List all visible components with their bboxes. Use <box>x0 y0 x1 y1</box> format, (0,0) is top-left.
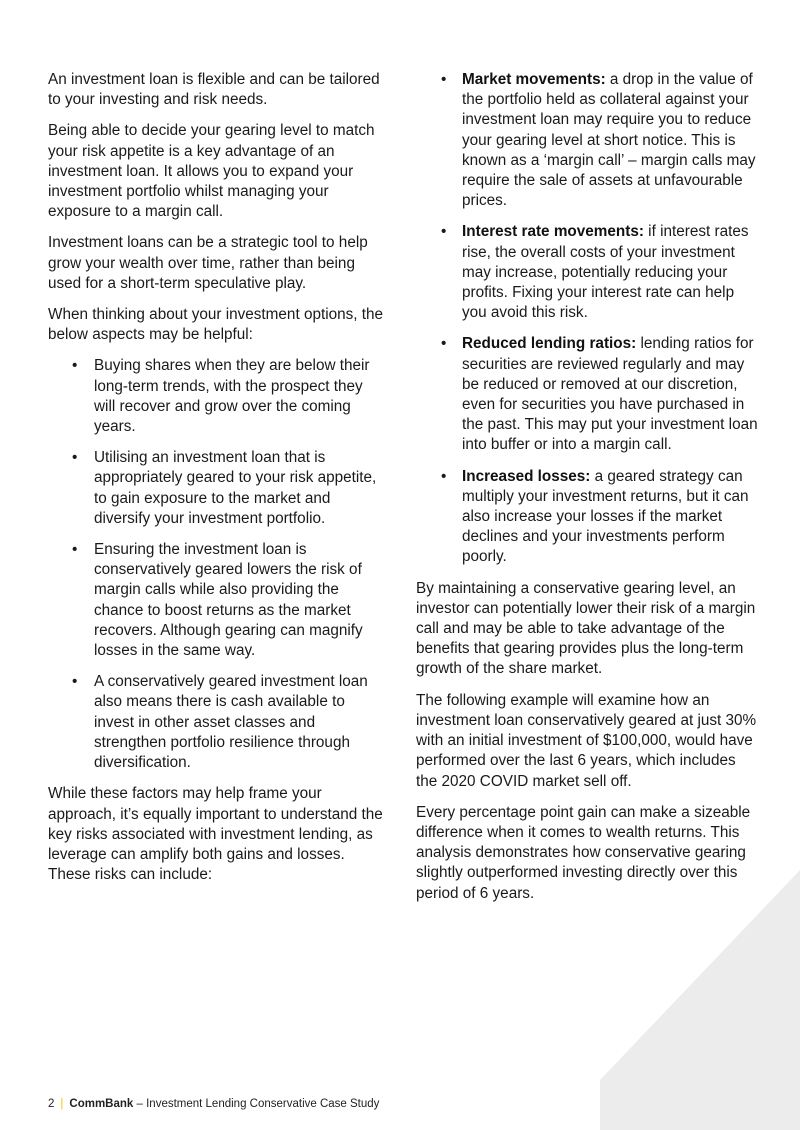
document-title: – Investment Lending Conservative Case Study <box>133 1098 380 1110</box>
paragraph: While these factors may help frame your approach, it’s equally important to understand the key risks associated with investment lending, as leverage can amplify both gains and losses. These risks can include: <box>48 785 383 884</box>
risk-item <box>462 222 760 323</box>
right-column <box>416 70 760 915</box>
risk-item <box>462 70 760 211</box>
list-item: • Ensuring the investment loan is conservatively geared lowers the risk of margin calls while also providing the chance to boost returns as the market recovers. Although gearing can magnify losses in the same way. <box>94 540 388 661</box>
paragraph: An investment loan is flexible and can be tailored to your investing and risk needs. <box>48 71 380 109</box>
page-footer <box>48 1096 379 1112</box>
risk-item <box>462 467 760 568</box>
paragraph: When thinking about your investment options, the below aspects may be helpful: <box>48 306 384 344</box>
risk-text: lending ratios for securities are reviewed regularly and may be reduced or removed at our discretion, even for securities you have purchased in the past. This may put your investment loan into buffer or into a margin call. <box>462 335 758 454</box>
risk-title: Reduced lending ratios: <box>462 335 637 353</box>
paragraph: The following example will examine how an investment loan conservatively geared at just 30% with an initial investment of $100,000, would have performed over the last 6 years, which includes the 2020 COVID market sell off. <box>416 691 757 790</box>
paragraph: Every percentage point gain can make a sizeable difference when it comes to wealth returns. This analysis demonstrates how conservative gearing slightly outperformed investing directly over this period of 6 years. <box>416 803 751 902</box>
risk-text: a drop in the value of the portfolio held as collateral against your investment loan may require you to reduce your gearing level at short notice. This is known as a ‘margin call’ – margin calls may require the sale of assets at unfavourable prices. <box>462 71 756 210</box>
paragraph: Investment loans can be a strategic tool to help grow your wealth over time, rather than being used for a short-term speculative play. <box>48 234 368 292</box>
risk-title: Market movements: <box>462 71 606 88</box>
left-column <box>48 70 388 896</box>
footer-separator: | <box>60 1098 64 1110</box>
risk-text: a geared strategy can multiply your investment returns, but it can also increase your losses if the market declines and your investments perform poorly. <box>462 467 749 566</box>
list-item: • A conservatively geared investment loan also means there is cash available to invest in other asset classes and strengthen portfolio resilience through diversification. <box>94 672 388 773</box>
paragraph: By maintaining a conservative gearing level, an investor can potentially lower their risk of a margin call and may be able to take advantage of the benefits that gearing provides plus the long-term growth of the share market. <box>416 579 756 678</box>
risk-title: Increased losses: <box>462 467 591 485</box>
risk-text: if interest rates rise, the overall costs of your investment may increase, potentially reducing your profits. Fixing your interest rate can help you avoid this risk. <box>462 223 749 322</box>
list-item: • Utilising an investment loan that is appropriately geared to your risk appetite, to gain exposure to the market and diversify your investment portfolio. <box>94 448 388 529</box>
list-item: • Buying shares when they are below their long-term trends, with the prospect they will recover and grow over the coming years. <box>94 356 388 437</box>
risks-list <box>416 70 760 568</box>
paragraph: Being able to decide your gearing level to match your risk appetite is a key advantage of an investment loan. It allows you to expand your investment portfolio whilst managing your exposure to a margin call. <box>48 122 375 221</box>
risk-title: Interest rate movements: <box>462 223 644 241</box>
brand-name: CommBank <box>69 1098 134 1110</box>
risk-item <box>462 334 760 455</box>
helpful-aspects-list <box>48 356 388 773</box>
page-number: 2 <box>48 1098 55 1110</box>
